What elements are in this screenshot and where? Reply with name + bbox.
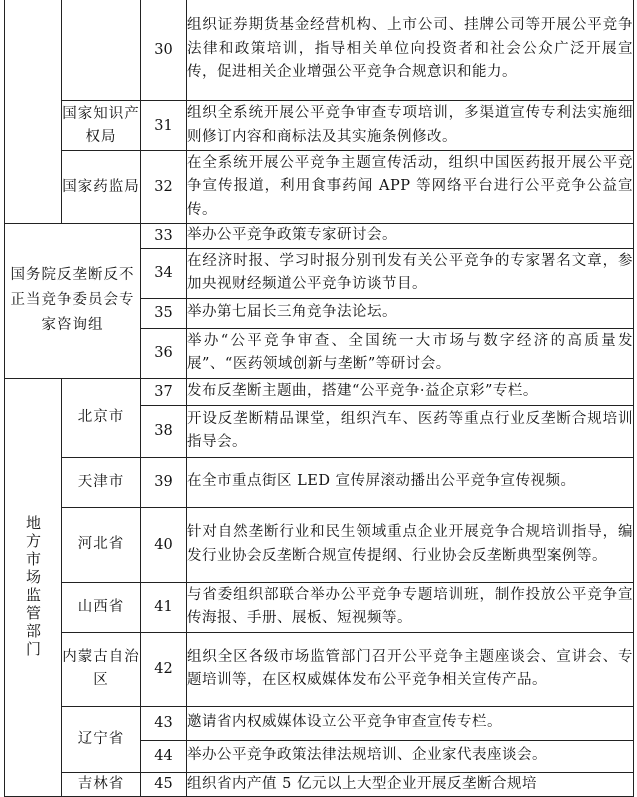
table-row bbox=[5, 507, 634, 582]
row-number: 42 bbox=[141, 632, 187, 706]
row-description: 在全系统开展公平竞争主题宣传活动，组织中国医药报开展公平竞争宣传报道，利用食事药闻 APP 等网络平台进行公平竞争公益宣传。 bbox=[187, 151, 634, 224]
row-number: 35 bbox=[141, 298, 187, 328]
group-local-regulators: 地方市场监管部门 bbox=[5, 378, 62, 797]
row-number: 40 bbox=[141, 507, 187, 582]
row-number: 33 bbox=[141, 224, 187, 249]
dept-cell-empty bbox=[62, 0, 141, 101]
group-cell-empty bbox=[5, 0, 62, 224]
measures-table bbox=[4, 0, 634, 797]
row-number: 38 bbox=[141, 405, 187, 457]
dept-nmpa: 国家药监局 bbox=[62, 151, 141, 224]
dept-liaoning: 辽宁省 bbox=[62, 706, 141, 772]
row-number: 43 bbox=[141, 706, 187, 740]
table-row bbox=[5, 378, 634, 405]
row-description: 发布反垄断主题曲，搭建“公平竞争·益企京彩”专栏。 bbox=[187, 378, 634, 405]
dept-cnipa: 国家知识产权局 bbox=[62, 101, 141, 151]
row-description: 组织全区各级市场监管部门召开公平竞争主题座谈会、宣讲会、专题培训等，在区权威媒体发布公平竞争相关宣传产品。 bbox=[187, 632, 634, 706]
row-description: 组织省内产值 5 亿元以上大型企业开展反垄断合规培 bbox=[187, 772, 634, 797]
row-description: 在经济时报、学习时报分别刊发有关公平竞争的专家署名文章，参加央视财经频道公平竞争访谈节目。 bbox=[187, 248, 634, 298]
row-number: 44 bbox=[141, 740, 187, 772]
dept-neimenggu: 内蒙古自治区 bbox=[62, 632, 141, 706]
row-description: 组织证券期货基金经营机构、上市公司、挂牌公司等开展公平竞争法律和政策培训，指导相关单位向投资者和社会公众广泛开展宣传，促进相关企业增强公平竞争合规意识和能力。 bbox=[187, 0, 634, 101]
row-number: 36 bbox=[141, 328, 187, 378]
row-description: 举办公平竞争政策专家研讨会。 bbox=[187, 224, 634, 249]
dept-beijing: 北京市 bbox=[62, 378, 141, 457]
table-row bbox=[5, 632, 634, 706]
table-row bbox=[5, 224, 634, 249]
row-description: 与省委组织部联合举办公平竞争专题培训班，制作投放公平竞争宣传海报、手册、展板、短视频等。 bbox=[187, 582, 634, 632]
table-row bbox=[5, 582, 634, 632]
row-number: 32 bbox=[141, 151, 187, 224]
table-row bbox=[5, 457, 634, 507]
row-number: 31 bbox=[141, 101, 187, 151]
row-number: 39 bbox=[141, 457, 187, 507]
row-number: 37 bbox=[141, 378, 187, 405]
row-number: 45 bbox=[141, 772, 187, 797]
row-description: 组织全系统开展公平竞争审查专项培训，多渠道宣传专利法实施细则修订内容和商标法及其实施条例修改。 bbox=[187, 101, 634, 151]
row-description: 举办公平竞争政策法律法规培训、企业家代表座谈会。 bbox=[187, 740, 634, 772]
row-number: 30 bbox=[141, 0, 187, 101]
row-description: 在全市重点街区 LED 宣传屏滚动播出公平竞争宣传视频。 bbox=[187, 457, 634, 507]
table-row bbox=[5, 706, 634, 740]
row-description: 举办第七届长三角竞争法论坛。 bbox=[187, 298, 634, 328]
table-row bbox=[5, 0, 634, 101]
table-row bbox=[5, 772, 634, 797]
dept-jilin: 吉林省 bbox=[62, 772, 141, 797]
dept-hebei: 河北省 bbox=[62, 507, 141, 582]
table-row bbox=[5, 101, 634, 151]
row-description: 开设反垄断精品课堂，组织汽车、医药等重点行业反垄断合规培训指导会。 bbox=[187, 405, 634, 457]
table-row bbox=[5, 151, 634, 224]
row-number: 34 bbox=[141, 248, 187, 298]
dept-shanxi: 山西省 bbox=[62, 582, 141, 632]
row-description: 邀请省内权威媒体设立公平竞争审查宣传专栏。 bbox=[187, 706, 634, 740]
dept-tianjin: 天津市 bbox=[62, 457, 141, 507]
row-description: 针对自然垄断行业和民生领域重点企业开展竞争合规培训指导，编发行业协会反垄断合规宣传提纲、行业协会反垄断典型案例等。 bbox=[187, 507, 634, 582]
row-number: 41 bbox=[141, 582, 187, 632]
row-description: 举办“公平竞争审查、全国统一大市场与数字经济的高质量发展”、“医药领域创新与垄断”等研讨会。 bbox=[187, 328, 634, 378]
group-expert-panel: 国务院反垄断反不正当竞争委员会专家咨询组 bbox=[5, 224, 141, 379]
